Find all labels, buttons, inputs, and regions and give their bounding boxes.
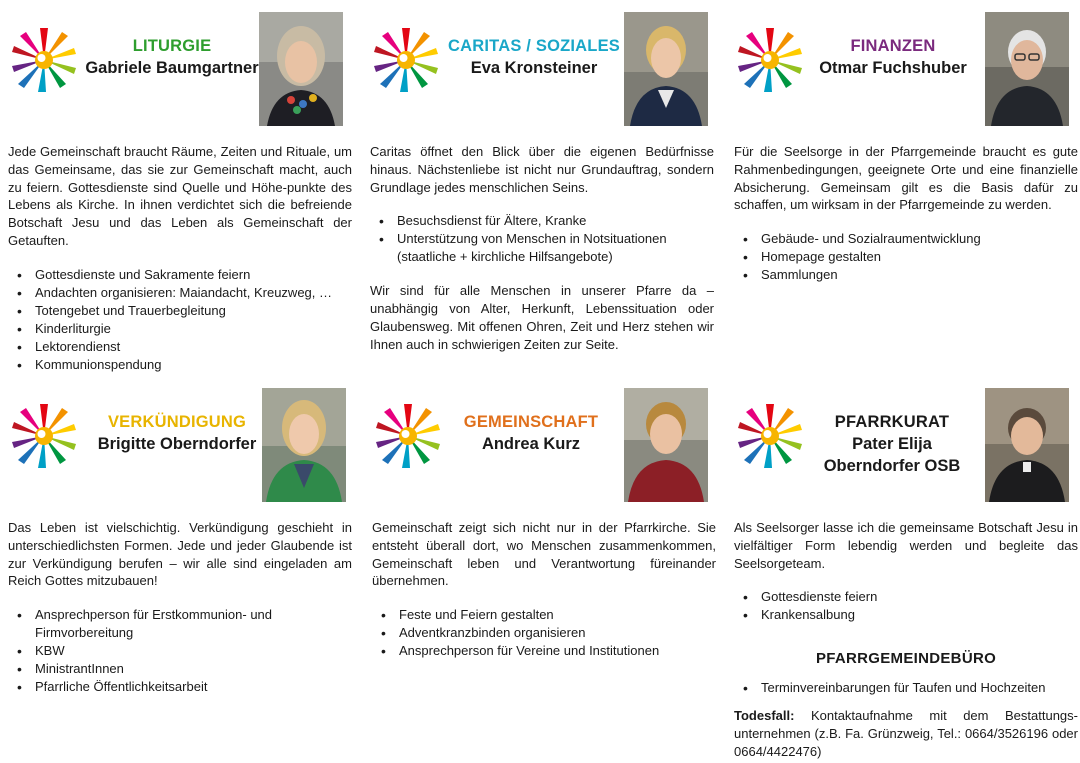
portrait-photo [259,12,343,126]
role-title: GEMEINSCHAFT [463,413,599,431]
list-item: • Ansprechperson für Erstkommunion- und Firmvorbereitung [8,606,352,642]
task-list [370,212,714,266]
list-item: • Ansprechperson für Vereine und Institutionen [372,642,716,660]
section-liturgie [8,12,352,374]
title-block [436,36,632,79]
list-item: • Besuchsdienst für Ältere, Kranke [370,212,714,230]
title-block [800,36,986,79]
role-title: FINANZEN [850,37,936,55]
section-verkuendigung [8,388,352,696]
section-header [734,388,1078,510]
note-label: Todesfall: [734,708,795,724]
list-item: • Andachten organisieren: Maiandacht, Kreuzweg, … [8,284,352,302]
section-pfarrkurat [734,388,1078,761]
list-item: • Gottesdienste und Sakramente feiern [8,266,352,284]
sun-logo-icon [370,24,442,96]
list-item: • Terminvereinbarungen für Taufen und Hochzeiten [734,679,1078,697]
role-title: CARITAS / SOZIALES [448,37,620,55]
portrait-photo [985,388,1069,502]
section-header [734,12,1078,134]
task-list [734,230,1078,284]
list-item: • Feste und Feiern gestalten [372,606,716,624]
person-name: Otmar Fuchshuber [819,59,967,77]
list-item: • Unterstützung von Menschen in Notsituationen (staatliche + kirchliche Hilfsangebote) [370,230,714,266]
section-text: Jede Gemeinschaft braucht Räume, Zeiten und Rituale, um das Gemeinsame, das sie zur Gemeinschaft macht, auch zu feiern. Gottesdienste sind Quelle und Höhe-punkte des Lebens als Kirche. In ihnen verdichtet sich die befreiende Botschaft Jesu und das Leben als Gemeinschaft der Getauften. [8,144,352,248]
person-name: Pater Elija [852,435,932,453]
list-item: • Adventkranzbinden organisieren [372,624,716,642]
sun-logo-icon [372,400,444,472]
sun-logo-icon [734,400,806,472]
role-title: PFARRKURAT [834,413,950,431]
section-gemeinschaft [372,388,716,660]
office-title: PFARRGEMEINDEBÜRO [815,650,997,668]
section-text: Für die Seelsorge in der Pfarrgemeinde braucht es gute Rahmenbedingungen, geeignete Orte und eine finanzielle Absicherung. Gemeinsam gilt es die Basis dafür zu schaffen, um wirksam in der Pfarrgemeinde zu werden. [734,144,1078,213]
person-name: Brigitte Oberndorfer [97,435,257,453]
list-item: • MinistrantInnen [8,660,352,678]
section-text: Caritas öffnet den Blick über die eigenen Bedürfnisse hinaus. Nächstenliebe ist nicht nur Grundauftrag, sondern Grundlage jedes menschlichen Seins. [370,144,714,195]
list-item: • Gebäude- und Sozialraumentwicklung [734,230,1078,248]
section-header [372,388,716,510]
note [734,707,1078,760]
section-finanzen [734,12,1078,284]
list-item: • Kinderliturgie [8,320,352,338]
list-item: • Kommunionspendung [8,356,352,374]
sun-logo-icon [8,24,80,96]
list-item: • Sammlungen [734,266,1078,284]
list-item: • Lektorendienst [8,338,352,356]
section-caritas [370,12,714,354]
title-block [80,412,274,455]
title-block [438,412,624,455]
list-item: • Gottesdienste feiern [734,588,1078,606]
person-name: Oberndorfer OSB [823,457,961,475]
office-list [734,679,1078,697]
portrait-photo [624,12,708,126]
section-header [8,12,352,134]
title-block [78,36,266,79]
section-header [370,12,714,134]
list-item: • Krankensalbung [734,606,1078,624]
list-item: • Homepage gestalten [734,248,1078,266]
portrait-photo [262,388,346,502]
task-list [734,588,1078,624]
role-title: LITURGIE [132,37,212,55]
person-name: Eva Kronsteiner [470,59,598,77]
sun-logo-icon [734,24,806,96]
task-list [8,266,352,374]
section-text: Als Seelsorger lasse ich die gemeinsame Botschaft Jesu in vielfältiger Form lebendig werden und begleite das Seelsorgeteam. [734,520,1078,571]
sun-logo-icon [8,400,80,472]
person-name: Gabriele Baumgartner [85,59,259,77]
section-header [8,388,352,510]
list-item: • KBW [8,642,352,660]
list-item: • Totengebet und Trauerbegleitung [8,302,352,320]
section-text: Gemeinschaft zeigt sich nicht nur in der Pfarrkirche. Sie entsteht überall dort, wo Menschen zusammenkommen, Gemeinschaft leben und Verantwortung füreinander übernehmen. [372,520,716,589]
portrait-photo [985,12,1069,126]
list-item: • Pfarrliche Öffentlichkeitsarbeit [8,678,352,696]
person-name: Andrea Kurz [481,435,581,453]
section-text: Das Leben ist vielschichtig. Verkündigung geschieht in unterschiedlichsten Formen. Jede und jeder Glaubende ist zur Verkündigung berufen – wir alle sind eingeladen am Reich Gottes mitzubauen! [8,520,352,589]
task-list [372,606,716,660]
role-title: VERKÜNDIGUNG [107,413,247,431]
portrait-photo [624,388,708,502]
task-list [8,606,352,696]
note-text: Kontaktaufnahme mit dem Bestattungs-unternehmen (z.B. Fa. Grünzweig, Tel.: 0664/3526196 oder 0664/4422476) [734,708,1078,759]
title-block [800,412,984,477]
section-text-extra: Wir sind für alle Menschen in unserer Pfarre da – unabhängig von Alter, Herkunft, Lebenssituation oder Glaubensweg. Mit offenen Ohren, Zeit und Herz stehen wir Ihnen auch in schwierigen Zeiten zur Seite. [370,283,714,352]
